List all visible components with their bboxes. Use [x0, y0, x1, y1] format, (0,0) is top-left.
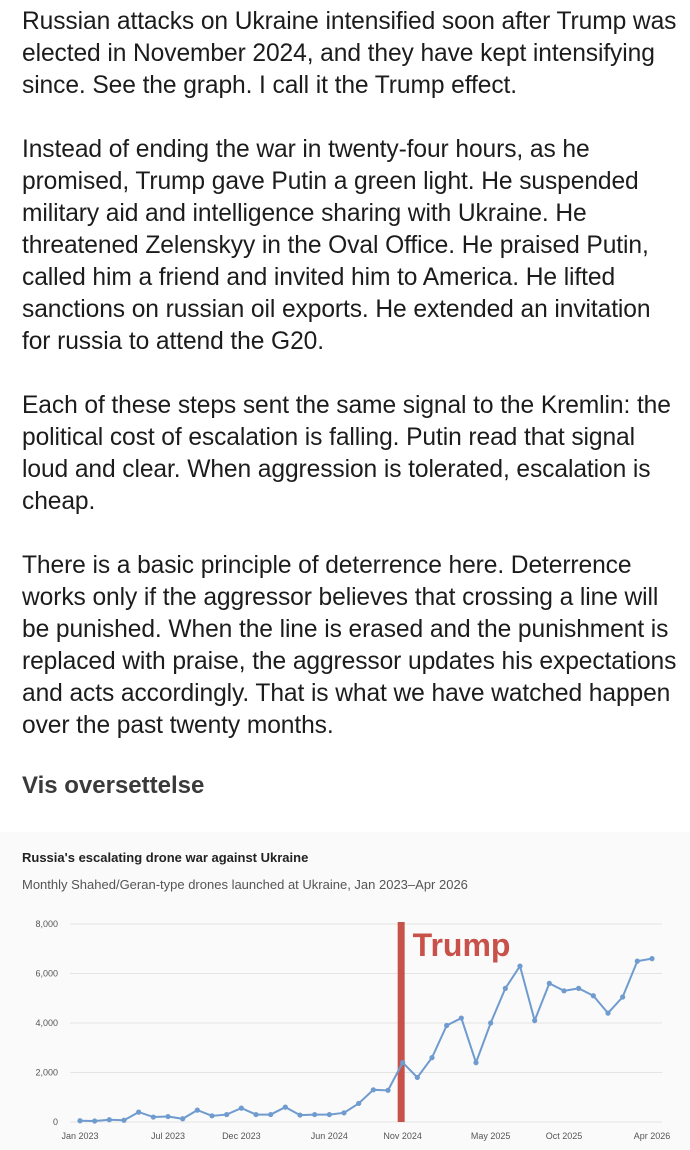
post-paragraph-4: There is a basic principle of deterrence here. Deterrence works only if the aggressor believes that crossing a line will be punished. When the line is erased and the punishment is replaced with praise, the aggressor updates his expectations and acts accordingly. That is what we have watched happen over the past twenty months.	[22, 552, 677, 739]
data-point	[77, 1118, 82, 1123]
post-paragraph-2: Instead of ending the war in twenty-four hours, as he promised, Trump gave Putin a green light. He suspended military aid and intelligence sharing with Ukraine. He threatened Zelenskyy in the Oval Office. He praised Putin, called him a friend and invited him to America. He lifted sanctions on russian oil exports. He extended an invitation for russia to attend the G20.	[22, 136, 651, 355]
data-point	[385, 1088, 390, 1093]
data-point	[283, 1105, 288, 1110]
x-tick-label: Dec 2023	[222, 1131, 261, 1141]
data-point	[341, 1110, 346, 1115]
data-point	[180, 1116, 185, 1121]
data-point	[649, 956, 654, 961]
data-point	[121, 1118, 126, 1123]
y-tick-label: 2,000	[35, 1067, 58, 1078]
x-tick-label: Apr 2026	[633, 1131, 671, 1141]
y-tick-label: 0	[52, 1117, 58, 1127]
post-body	[22, 6, 682, 774]
data-point	[605, 1011, 610, 1016]
data-point	[473, 1060, 478, 1065]
data-point	[107, 1117, 112, 1122]
data-point	[239, 1106, 244, 1111]
data-point	[547, 981, 552, 986]
data-point	[635, 959, 640, 964]
post-paragraph-3: Each of these steps sent the same signal to the Kremlin: the political cost of escalation is falling. Putin read that signal loud and clear. When aggression is tolerated, escalation is cheap.	[22, 392, 671, 515]
x-tick-label: May 2025	[470, 1131, 511, 1141]
data-point	[312, 1112, 317, 1117]
data-point	[297, 1112, 302, 1117]
data-point	[268, 1112, 273, 1117]
data-point	[517, 963, 522, 968]
data-point	[224, 1112, 229, 1117]
data-point	[151, 1114, 156, 1119]
data-point	[444, 1023, 449, 1028]
drone-line-chart	[0, 832, 690, 1150]
data-point	[532, 1018, 537, 1023]
x-tick-label: Jan 2023	[61, 1131, 99, 1141]
x-tick-label: Oct 2025	[545, 1131, 583, 1141]
x-tick-label: Jul 2023	[150, 1131, 186, 1141]
chart-subtitle: Monthly Shahed/Geran-type drones launched at Ukraine, Jan 2023–Apr 2026	[22, 877, 468, 892]
data-point	[459, 1015, 464, 1020]
y-tick-label: 8,000	[35, 919, 58, 929]
data-point	[253, 1112, 258, 1117]
data-point	[576, 986, 581, 991]
y-tick-label: 6,000	[35, 968, 58, 979]
x-tick-label: Jun 2024	[310, 1131, 348, 1141]
data-point	[503, 986, 508, 991]
chart-title: Russia's escalating drone war against Ukraine	[22, 850, 309, 865]
data-point	[92, 1118, 97, 1123]
data-point	[591, 993, 596, 998]
translate-link[interactable]: Vis oversettelse	[22, 772, 205, 799]
annotation-label: Trump	[412, 927, 511, 963]
data-point	[327, 1112, 332, 1117]
data-point	[356, 1101, 361, 1106]
post-paragraph-1: Russian attacks on Ukraine intensified soon after Trump was elected in November 2024, and they have kept intensifying since. See the graph. I call it the Trump effect.	[22, 8, 677, 99]
data-point	[209, 1113, 214, 1118]
y-tick-label: 4,000	[35, 1018, 58, 1028]
data-point	[561, 988, 566, 993]
data-point	[620, 994, 625, 999]
x-tick-label: Nov 2024	[383, 1131, 422, 1141]
data-point	[429, 1055, 434, 1060]
data-point	[371, 1087, 376, 1092]
data-point	[400, 1060, 405, 1065]
data-point	[195, 1108, 200, 1113]
annotation-bar	[398, 922, 405, 1122]
data-point	[165, 1114, 170, 1119]
data-point	[136, 1110, 141, 1115]
series-line	[80, 959, 652, 1121]
data-point	[415, 1075, 420, 1080]
chart-image[interactable]	[0, 832, 690, 1150]
data-point	[488, 1020, 493, 1025]
